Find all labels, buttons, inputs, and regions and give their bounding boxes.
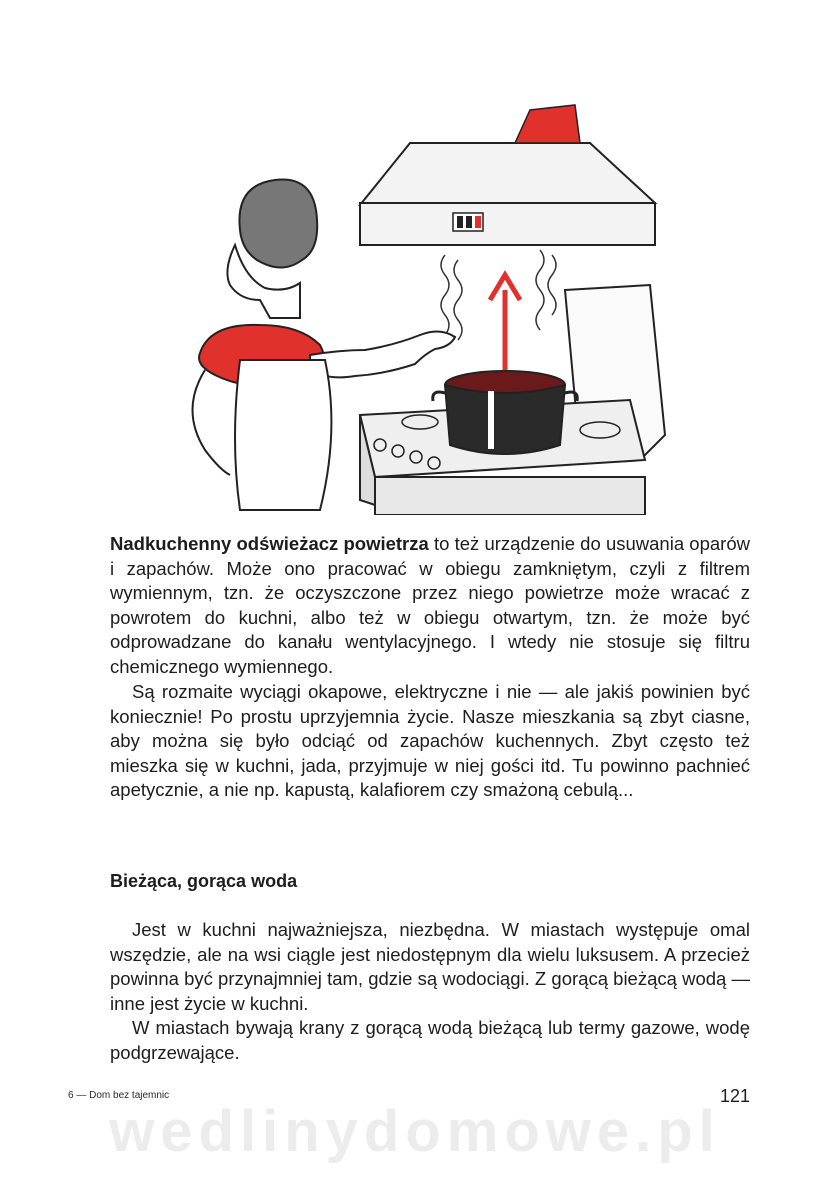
- steam-icon: [441, 250, 556, 340]
- pot-icon: [433, 371, 578, 454]
- paragraph-hot-water: [110, 918, 750, 1016]
- footer-book-title: 6 — Dom bez tajemnic: [68, 1090, 170, 1101]
- paragraph-text: Są rozmaite wyciągi okapowe, elektryczne i nie — ale jakiś powinien być koniecznie! Po prostu uprzyjemnia życie. Nasze mieszkania są zbyt ciasne, aby można się było odciąć od zapachów kuchennych. Zbyt często też mieszka się w kuchni, jada, przyjmuje w niej gości itd. Tu powinno pachnieć apetycznie, a nie np. kapustą, kalafiorem czy smażoną cebulą...: [110, 681, 750, 801]
- paragraph-text: Jest w kuchni najważniejsza, niezbędna. W miastach występuje omal wszędzie, ale na wsi ciągle jest niedostępnym dla wielu luksusem. A przecież powinna być przynajmniej tam, gdzie są wodociągi. Z gorącą bieżącą wodą — inne jest życie w kuchni.: [110, 919, 750, 1014]
- paragraph-text: W miastach bywają krany z gorącą wodą bieżącą lub termy gazowe, wodę podgrzewające.: [110, 1017, 750, 1063]
- airflow-arrow-icon: [490, 275, 520, 370]
- paragraph-range-hood: [110, 532, 750, 680]
- paragraph-text: to też urządzenie do usuwania oparów i zapachów. Może ono pracować w obiegu zamkniętym, czyli z filtrem wymiennym, tzn. że oczyszczone przez niego powietrze może wracać z powrotem do kuchni, albo też w obiegu otwartym, tzn. że może być odprowadzane do kanału wentylacyjnego. I wtedy nie stosuje się filtru chemicznego wymiennego.: [110, 533, 750, 677]
- page-number: 121: [719, 1086, 750, 1106]
- kitchen-illustration: [160, 85, 680, 515]
- range-hood-icon: [360, 105, 655, 245]
- section-heading: Bieżąca, gorąca woda: [110, 871, 298, 891]
- paragraph-gas-heaters: [110, 1016, 750, 1065]
- paragraph-exhaust-hoods: [110, 680, 750, 803]
- watermark: wedlinydomowe.pl: [109, 1099, 721, 1164]
- paragraph-lead: Nadkuchenny odświeżacz powietrza: [110, 533, 429, 554]
